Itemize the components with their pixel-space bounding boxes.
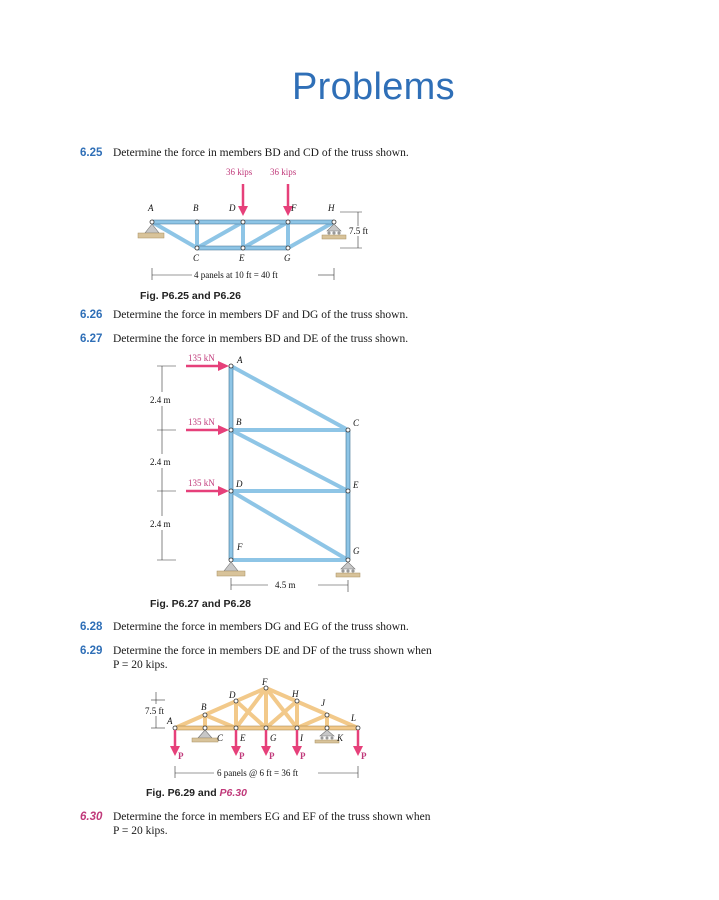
node-label: H [328, 203, 335, 213]
problem-text: Determine the force in members DG and EG of the truss shown. [113, 621, 409, 633]
node-label: H [292, 689, 299, 699]
load-label: 135 kN [188, 417, 215, 427]
problem-number: 6.30 [80, 811, 103, 823]
figure-caption [146, 787, 247, 799]
node-label: D [236, 479, 243, 489]
node-label: E [239, 253, 245, 263]
load-label: P [269, 751, 275, 761]
node-label: L [351, 713, 357, 723]
problem-text: Determine the force in members DE and DF of the truss shown when [113, 645, 432, 657]
node-label: B [193, 203, 199, 213]
problem-text-cont: P = 20 kips. [113, 825, 168, 837]
node-label: D [229, 690, 236, 700]
problem-number: 6.26 [80, 309, 103, 321]
load-label: 135 kN [188, 478, 215, 488]
node-label: G [284, 253, 291, 263]
node-label: F [262, 677, 268, 687]
problem-text: Determine the force in members BD and CD of the truss shown. [113, 147, 409, 159]
node-label: A [237, 355, 243, 365]
problem-6-30 [80, 810, 640, 838]
node-label: C [217, 733, 224, 743]
node-label: A [167, 716, 173, 726]
problem-text: Determine the force in members BD and DE of the truss shown. [113, 333, 409, 345]
node-label: I [300, 733, 303, 743]
problem-text: Determine the force in members DF and DG of the truss shown. [113, 309, 409, 321]
node-label: D [229, 203, 236, 213]
node-label: K [337, 733, 344, 743]
node-label: A [148, 203, 154, 213]
node-label: E [353, 480, 359, 490]
load-label: P [239, 751, 245, 761]
load-label: 36 kips [226, 167, 253, 177]
node-label: C [353, 418, 360, 428]
problem-text: Determine the force in members EG and EF of the truss shown when [113, 811, 431, 823]
load-label: P [300, 751, 306, 761]
load-label: P [178, 751, 184, 761]
span-dim-label: 6 panels @ 6 ft = 36 ft [217, 768, 299, 778]
load-label: 36 kips [270, 167, 297, 177]
load-label: P [361, 751, 367, 761]
height-dim-label: 7.5 ft [145, 706, 164, 716]
node-label: B [236, 417, 242, 427]
roller-support-icon [315, 730, 339, 743]
problem-number: 6.25 [80, 147, 103, 159]
problem-number: 6.27 [80, 333, 103, 345]
span-dim-label: 4 panels at 10 ft = 40 ft [194, 270, 278, 280]
figure-caption-highlight: P6.30 [219, 787, 247, 799]
node-label: G [353, 546, 360, 556]
height-dim-label: 7.5 ft [349, 226, 368, 236]
problem-number: 6.28 [80, 621, 103, 633]
node-label: G [270, 733, 277, 743]
load-label: 135 kN [188, 353, 215, 363]
height-dim-label: 2.4 m [150, 457, 171, 467]
problem-number: 6.29 [80, 645, 103, 657]
pin-support-icon [198, 730, 212, 738]
figure-caption: Fig. P6.27 and P6.28 [150, 598, 251, 610]
figure-caption-part: Fig. P6.29 and [146, 787, 220, 799]
node-label: B [201, 702, 207, 712]
problem-text-cont: P = 20 kips. [113, 659, 168, 671]
ground-icon [192, 738, 218, 742]
node-label: E [240, 733, 246, 743]
width-dim-label: 4.5 m [275, 580, 296, 590]
node-label: C [193, 253, 200, 263]
node-label: F [291, 203, 297, 213]
node-label: F [237, 542, 243, 552]
node-label: J [321, 698, 325, 708]
height-dim-label: 2.4 m [150, 519, 171, 529]
figure-caption: Fig. P6.25 and P6.26 [140, 290, 241, 302]
page-title: Problems [292, 66, 455, 108]
height-dim-label: 2.4 m [150, 395, 171, 405]
